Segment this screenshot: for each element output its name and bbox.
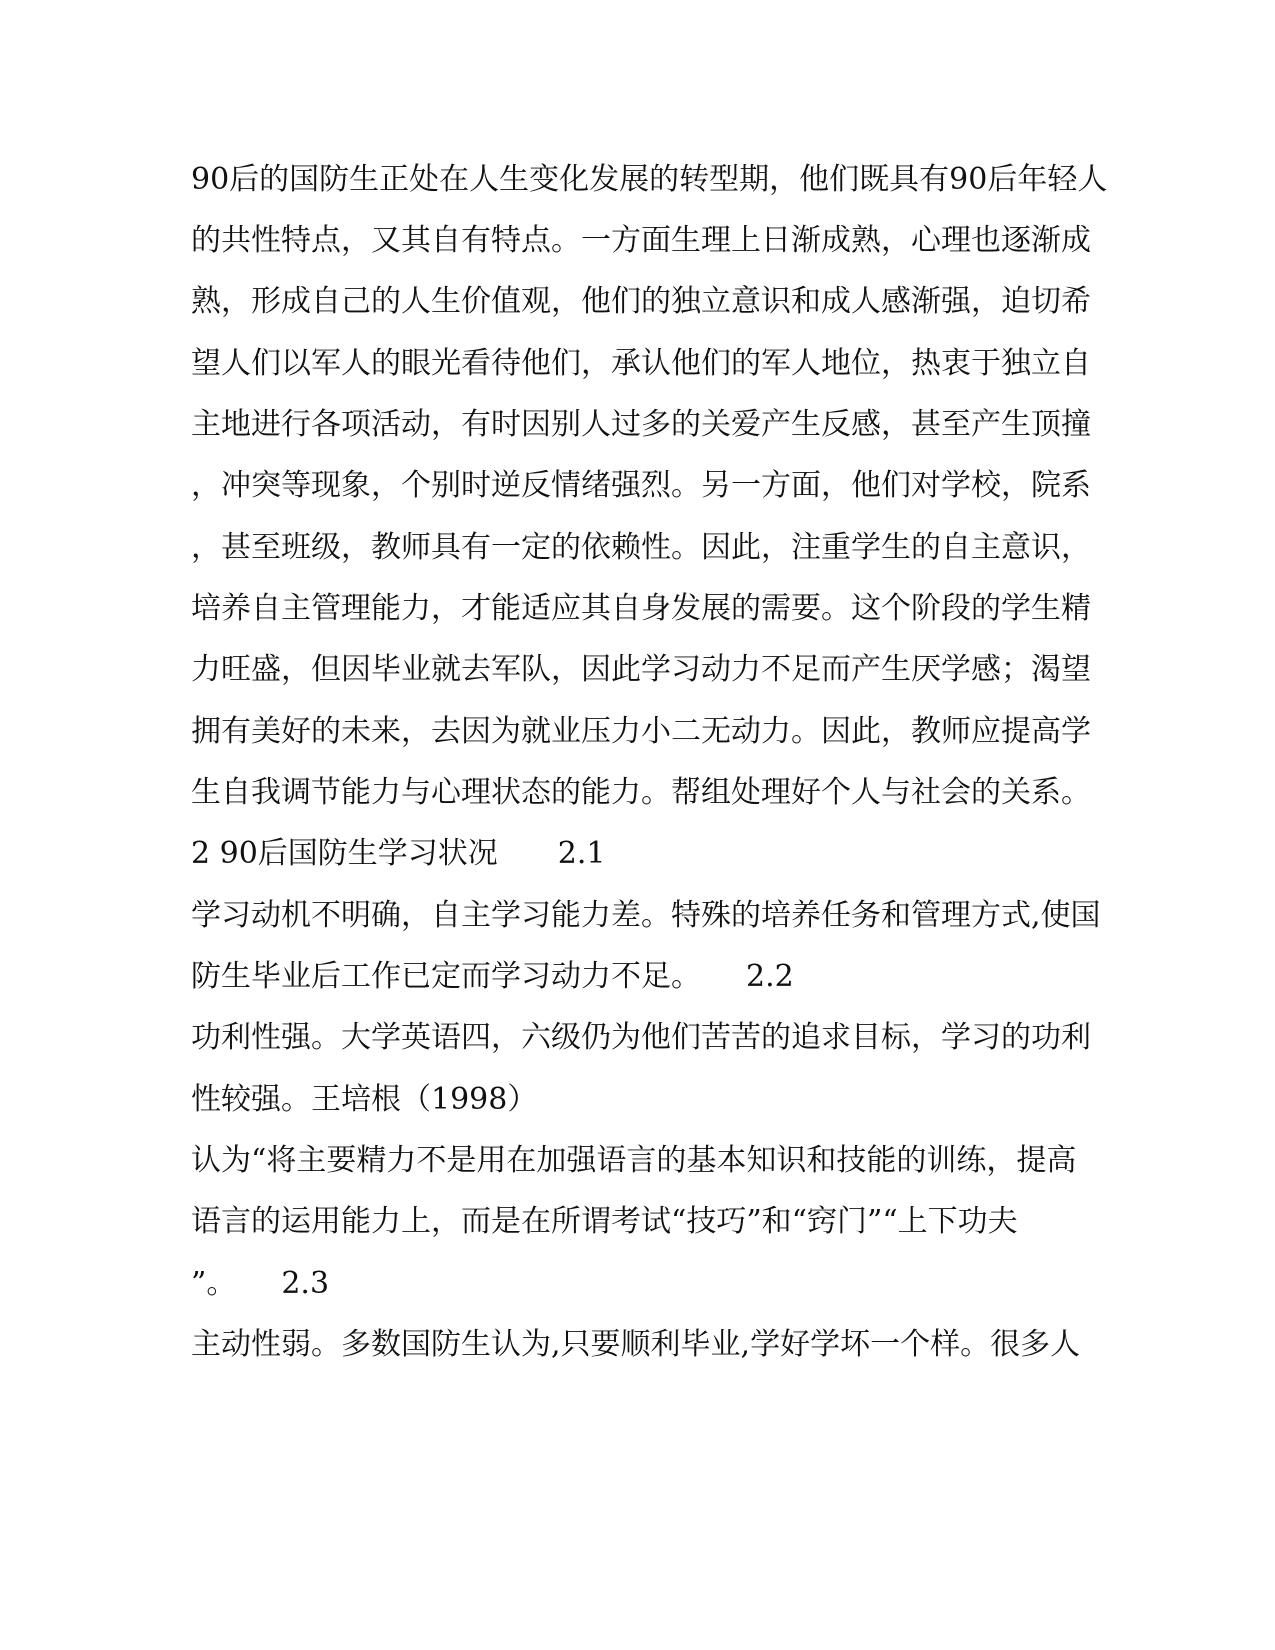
text-line: 性较强。王培根（1998）: [191, 1082, 538, 1117]
text-line: 语言的运用能力上，而是在所谓考试“技巧”和“窍门”“上下功夫: [191, 1204, 1018, 1239]
text-line: 主地进行各项活动，有时因别人过多的关爱产生反感，甚至产生顶撞: [191, 407, 1091, 442]
text-line: 认为“将主要精力不是用在加强语言的基本知识和技能的训练，提高: [191, 1143, 1077, 1178]
text-line: ”。 2.3: [191, 1266, 330, 1301]
text-line: 的共性特点，又其自有特点。一方面生理上日渐成熟，心理也逐渐成: [191, 223, 1091, 258]
text-line: 望人们以军人的眼光看待他们，承认他们的军人地位，热衷于独立自: [191, 346, 1091, 381]
text-line: 拥有美好的未来，去因为就业压力小二无动力。因此，教师应提高学: [191, 714, 1091, 749]
text-line: 学习动机不明确，自主学习能力差。特殊的培养任务和管理方式,使国: [191, 898, 1101, 933]
text-line: 培养自主管理能力，才能适应其自身发展的需要。这个阶段的学生精: [191, 591, 1091, 626]
text-line: 力旺盛，但因毕业就去军队，因此学习动力不足而产生厌学感；渴望: [191, 652, 1091, 687]
text-line: 熟，形成自己的人生价值观，他们的独立意识和成人感渐强，迫切希: [191, 284, 1091, 319]
text-line: 生自我调节能力与心理状态的能力。帮组处理好个人与社会的关系。: [191, 775, 1091, 810]
section-heading: 2 90后国防生学习状况 2.1: [191, 836, 606, 871]
text-line: 主动性弱。多数国防生认为,只要顺利毕业,学好学坏一个样。很多人: [191, 1327, 1081, 1362]
text-line: ，甚至班级，教师具有一定的依赖性。因此，注重学生的自主意识，: [191, 530, 1091, 565]
text-line: ，冲突等现象，个别时逆反情绪强烈。另一方面，他们对学校，院系: [191, 468, 1091, 503]
text-line: 功利性强。大学英语四，六级仍为他们苦苦的追求目标，学习的功利: [191, 1020, 1091, 1055]
text-line: 90后的国防生正处在人生变化发展的转型期，他们既具有90后年轻人: [191, 162, 1108, 197]
text-line: 防生毕业后工作已定而学习动力不足。 2.2: [191, 959, 794, 994]
